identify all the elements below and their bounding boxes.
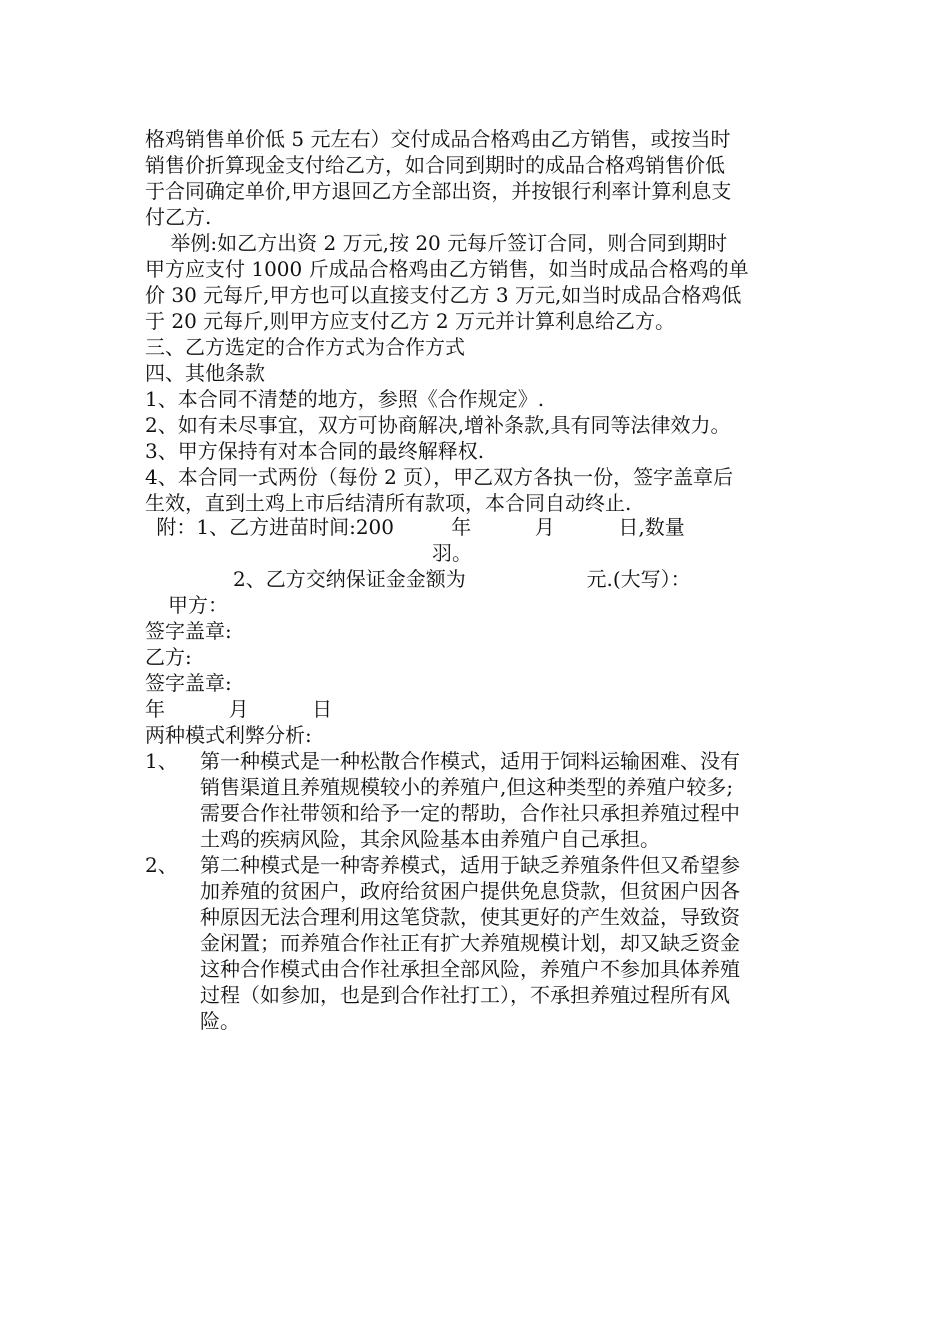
- analysis-item-number: 1、: [145, 749, 178, 773]
- example-line: 甲方应支付 1000 斤成品合格鸡由乙方销售，如当时成品合格鸡的单: [145, 257, 749, 281]
- signature-b-label: 签字盖章:: [145, 671, 232, 695]
- analysis-item-line: 这种合作模式由合作社承担全部风险，养殖户不参加具体养殖: [200, 957, 740, 981]
- analysis-item-line: 土鸡的疾病风险，其余风险基本由养殖户自己承担。: [200, 827, 660, 851]
- analysis-item-line: 过程（如参加，也是到合作社打工），不承担养殖过程所有风: [200, 983, 730, 1007]
- date-line: 年 月 日: [145, 697, 333, 721]
- analysis-item-line: 种原因无法合理利用这笔贷款，使其更好的产生效益，导致资: [200, 905, 740, 929]
- signature-a-label: 签字盖章:: [145, 619, 232, 643]
- analysis-item-line: 险。: [200, 1009, 240, 1033]
- clause-line: 2、如有未尽事宜，双方可协商解决,增补条款,具有同等法律效力。: [145, 413, 731, 437]
- paragraph-line: 格鸡销售单价低 5 元左右）交付成品合格鸡由乙方销售，或按当时: [145, 127, 731, 151]
- attachment-line: 附：1、乙方进苗时间:200 年 月 日,数量: [150, 515, 685, 539]
- example-line: 价 30 元每斤,甲方也可以直接支付乙方 3 万元,如当时成品合格鸡低: [145, 283, 742, 307]
- attachment-line: 羽。: [432, 541, 472, 565]
- party-b-label: 乙方:: [145, 645, 192, 669]
- paragraph-line: 销售价折算现金支付给乙方，如合同到期时的成品合格鸡销售价低: [145, 153, 725, 177]
- paragraph-line: 付乙方.: [145, 205, 212, 229]
- party-a-label: 甲方：: [168, 593, 228, 617]
- paragraph-line: 于合同确定单价,甲方退回乙方全部出资，并按银行利率计算利息支: [145, 179, 732, 203]
- clause-line: 3、甲方保持有对本合同的最终解释权.: [145, 439, 485, 463]
- analysis-item-line: 金闲置；而养殖合作社正有扩大养殖规模计划，却又缺乏资金: [200, 931, 740, 955]
- example-line: 举例:如乙方出资 2 万元,按 20 元每斤签订合同，则合同到期时: [145, 231, 728, 255]
- analysis-item-line: 第一种模式是一种松散合作模式，适用于饲料运输困难、没有: [200, 749, 740, 773]
- analysis-item-line: 需要合作社带领和给予一定的帮助，合作社只承担养殖过程中: [200, 801, 740, 825]
- analysis-item-line: 第二种模式是一种寄养模式，适用于缺乏养殖条件但又希望参: [200, 853, 740, 877]
- clause-line: 4、本合同一式两份（每份 2 页），甲乙双方各执一份，签字盖章后: [145, 465, 734, 489]
- analysis-item-number: 2、: [145, 853, 178, 877]
- section-heading: 四、其他条款: [145, 361, 265, 385]
- clause-line: 1、本合同不清楚的地方，参照《合作规定》.: [145, 387, 545, 411]
- section-heading: 三、乙方选定的合作方式为合作方式: [145, 335, 465, 359]
- attachment-line: 2、乙方交纳保证金金额为 元.(大写）：: [233, 567, 691, 591]
- analysis-item-line: 销售渠道且养殖规模较小的养殖户,但这种类型的养殖户较多;: [200, 775, 734, 799]
- example-line: 于 20 元每斤,则甲方应支付乙方 2 万元并计算利息给乙方。: [145, 309, 675, 333]
- analysis-item-line: 加养殖的贫困户，政府给贫困户提供免息贷款，但贫困户因各: [200, 879, 740, 903]
- analysis-title: 两种模式利弊分析:: [145, 723, 312, 747]
- clause-line: 生效，直到土鸡上市后结清所有款项，本合同自动终止.: [145, 491, 632, 515]
